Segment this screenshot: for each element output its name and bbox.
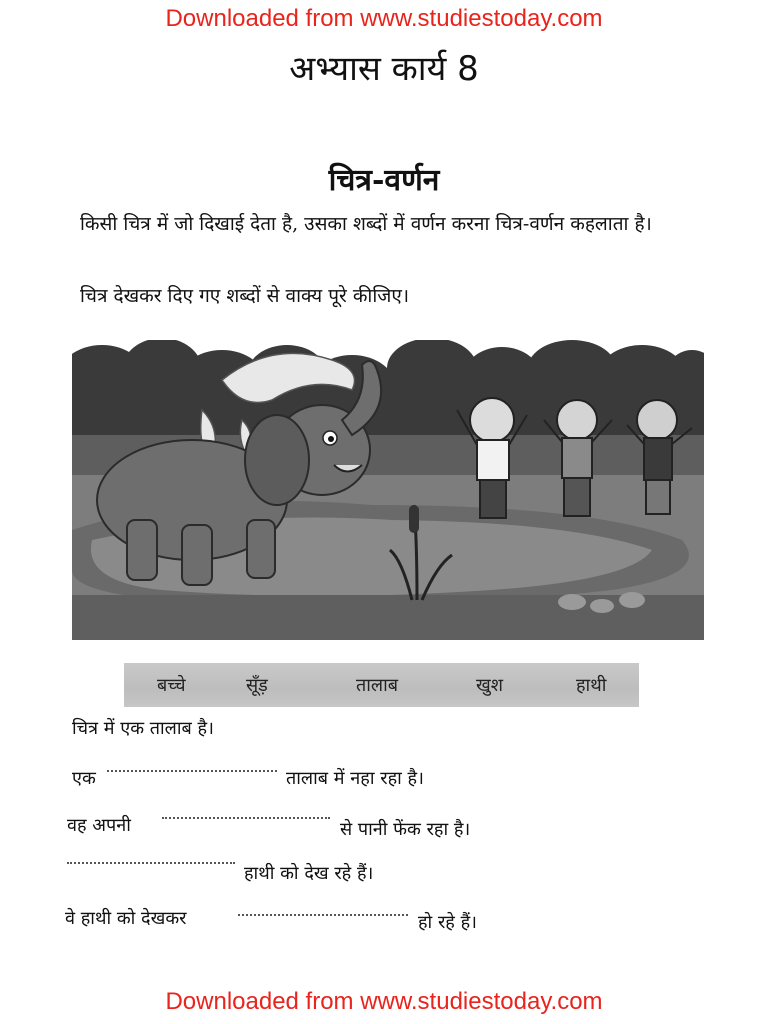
exercise-3-suffix: हाथी को देख रहे हैं। [244,863,374,884]
page-title: अभ्यास कार्य 8 [289,49,479,89]
word-bank-item: तालाब [356,675,399,696]
example-sentence: चित्र में एक तालाब है। [72,718,214,739]
word-bank-item: खुश [476,675,503,696]
elephant-pond-illustration [72,340,704,640]
word-bank-item: बच्चे [157,675,186,696]
exercise-4-blank[interactable] [238,914,408,916]
watermark-banner-bottom: Downloaded from www.studiestoday.com [165,988,603,1015]
definition-paragraph: किसी चित्र में जो दिखाई देता है, उसका शब्दों में वर्णन करना चित्र-वर्णन कहलाता है। [80,213,652,235]
word-bank-item: सूँड़ [246,675,268,696]
exercise-4-suffix: हो रहे हैं। [418,912,477,933]
exercise-1-blank[interactable] [107,770,277,772]
section-title: चित्र-वर्णन [328,163,440,198]
word-bank [124,663,639,707]
exercise-1-suffix: तालाब में नहा रहा है। [286,768,424,789]
exercise-4-prefix: वे हाथी को देखकर [65,908,187,929]
watermark-banner-top: Downloaded from www.studiestoday.com [165,5,603,32]
exercise-2-prefix: वह अपनी [67,815,131,836]
exercise-1-prefix: एक [72,768,96,789]
exercise-2-suffix: से पानी फेंक रहा है। [340,819,471,840]
word-bank-item: हाथी [576,675,607,696]
exercise-2-blank[interactable] [162,817,330,819]
exercise-3-blank[interactable] [67,862,235,864]
instruction-paragraph: चित्र देखकर दिए गए शब्दों से वाक्य पूरे कीजिए। [80,285,410,307]
